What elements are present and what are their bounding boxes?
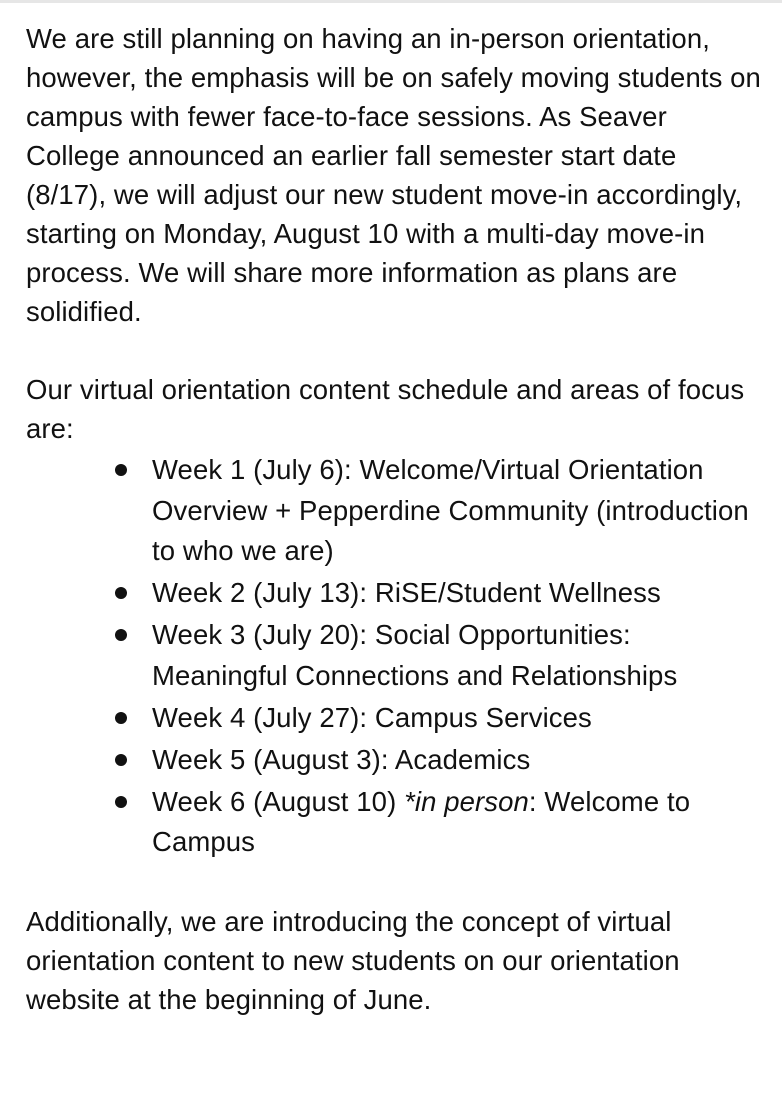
schedule-lead-paragraph: Our virtual orientation content schedule and areas of focus are:	[26, 374, 745, 444]
in-person-emphasis: *in person	[404, 785, 529, 817]
closing-paragraph: Additionally, we are introducing the concept of virtual orientation content to new students on our orientation website at the beginning of June.	[26, 905, 680, 1015]
list-item-text: Week 4 (July 27): Campus Services	[152, 701, 592, 733]
list-item-suffix: : Welcome to Campus	[152, 785, 691, 857]
list-item	[26, 740, 762, 781]
list-item-text: Week 2 (July 13): RiSE/Student Wellness	[152, 577, 661, 608]
top-edge-divider	[0, 0, 782, 3]
bullet-icon	[115, 754, 127, 766]
list-item-text: Week 3 (July 20): Social Opportunities: Meaningful Connections and Relationships	[152, 619, 678, 691]
list-item	[26, 450, 762, 572]
intro-paragraph: We are still planning on having an in-person orientation, however, the emphasis will be on safely moving students on campus with fewer face-to-face sessions. As Seaver College announced an earlier fall semester start date (8/17), we will adjust our new student move-in accordingly, starting on Monday, August 10 with a multi-day move-in process. We will share more information as plans are solidified.	[26, 23, 761, 327]
bullet-icon	[115, 796, 127, 808]
list-item-text: Week 5 (August 3): Academics	[152, 743, 531, 775]
schedule-list	[26, 450, 762, 863]
list-item	[26, 782, 762, 863]
bullet-icon	[115, 587, 127, 599]
list-item	[26, 615, 762, 696]
bullet-icon	[115, 712, 127, 724]
bullet-icon	[115, 464, 127, 476]
list-item	[26, 698, 762, 739]
bullet-icon	[115, 629, 127, 641]
document-body	[26, 19, 762, 1019]
list-item-text: Week 1 (July 6): Welcome/Virtual Orientation Overview + Pepperdine Community (introduction to who we are)	[152, 454, 749, 566]
list-item	[26, 573, 762, 614]
list-item-prefix: Week 6 (August 10)	[152, 785, 405, 817]
